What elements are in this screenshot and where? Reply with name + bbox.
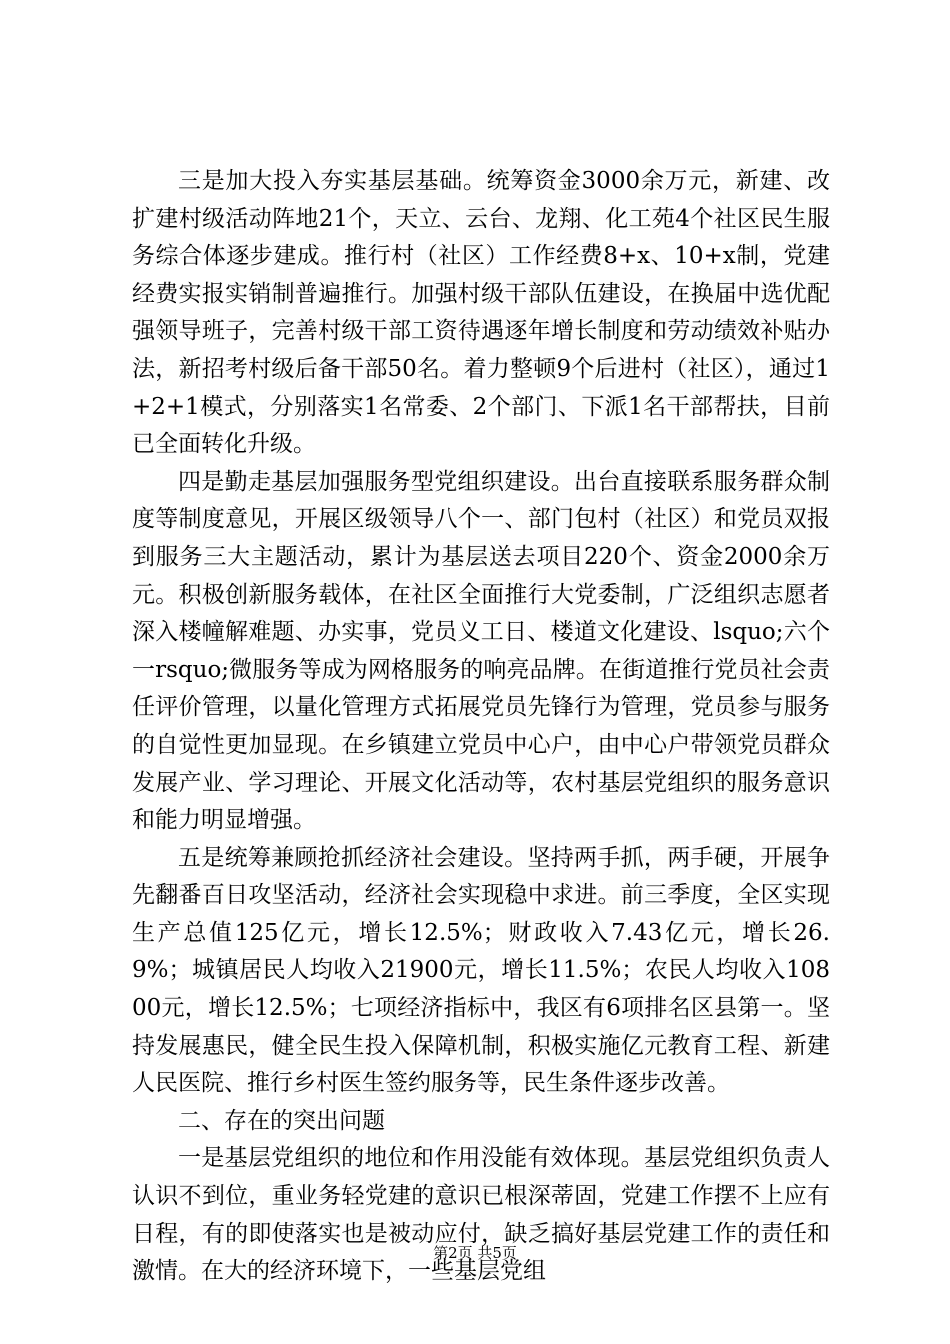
paragraph-economy: 五是统筹兼顾抢抓经济社会建设。坚持两手抓，两手硬，开展争先翻番百日攻坚活动，经济社会实现稳中求进。前三季度，全区实现生产总值125亿元，增长12.5%；财政收入7.43亿元，增长26.9%；城镇居民人均收入21900元，增长11.5%；农民人均收入10800元，增长12.5%；七项经济指标中，我区有6项排名区县第一。坚持发展惠民，健全民生投入保障机制，积极实施亿元教育工程、新建人民医院、推行乡村医生签约服务等，民生条件逐步改善。 [132,844,830,1097]
document-body [132,163,830,1291]
paragraph-problem-one: 一是基层党组织的地位和作用没能有效体现。基层党组织负责人认识不到位，重业务轻党建的意识已根深蒂固，党建工作摆不上应有日程，有的即使落实也是被动应付，缺乏搞好基层党建工作的责任和激情。在大的经济环境下，一些基层党组 [132,1145,830,1285]
page-number: 第2页 共5页 [433,1244,517,1262]
section-heading-problems: 二、存在的突出问题 [178,1107,385,1134]
paragraph-investment: 三是加大投入夯实基层基础。统筹资金3000余万元，新建、改扩建村级活动阵地21个，天立、云台、龙翔、化工苑4个社区民生服务综合体逐步建成。推行村（社区）工作经费8+x、10+x制，党建经费实报实销制普遍推行。加强村级干部队伍建设，在换届中选优配强领导班子，完善村级干部工资待遇逐年增长制度和劳动绩效补贴办法，新招考村级后备干部50名。着力整顿9个后进村（社区），通过1+2+1模式，分别落实1名常委、2个部门、下派1名干部帮扶，目前已全面转化升级。 [132,168,830,458]
paragraph-service-party: 四是勤走基层加强服务型党组织建设。出台直接联系服务群众制度等制度意见，开展区级领导八个一、部门包村（社区）和党员双报到服务三大主题活动，累计为基层送去项目220个、资金2000余万元。积极创新服务载体，在社区全面推行大党委制，广泛组织志愿者深入楼幢解难题、办实事，党员义工日、楼道文化建设、lsquo;六个一rsquo;微服务等成为网格服务的响亮品牌。在街道推行党员社会责任评价管理，以量化管理方式拓展党员先锋行为管理，党员参与服务的自觉性更加显现。在乡镇建立党员中心户，由中心户带领党员群众发展产业、学习理论、开展文化活动等，农村基层党组织的服务意识和能力明显增强。 [132,468,830,834]
